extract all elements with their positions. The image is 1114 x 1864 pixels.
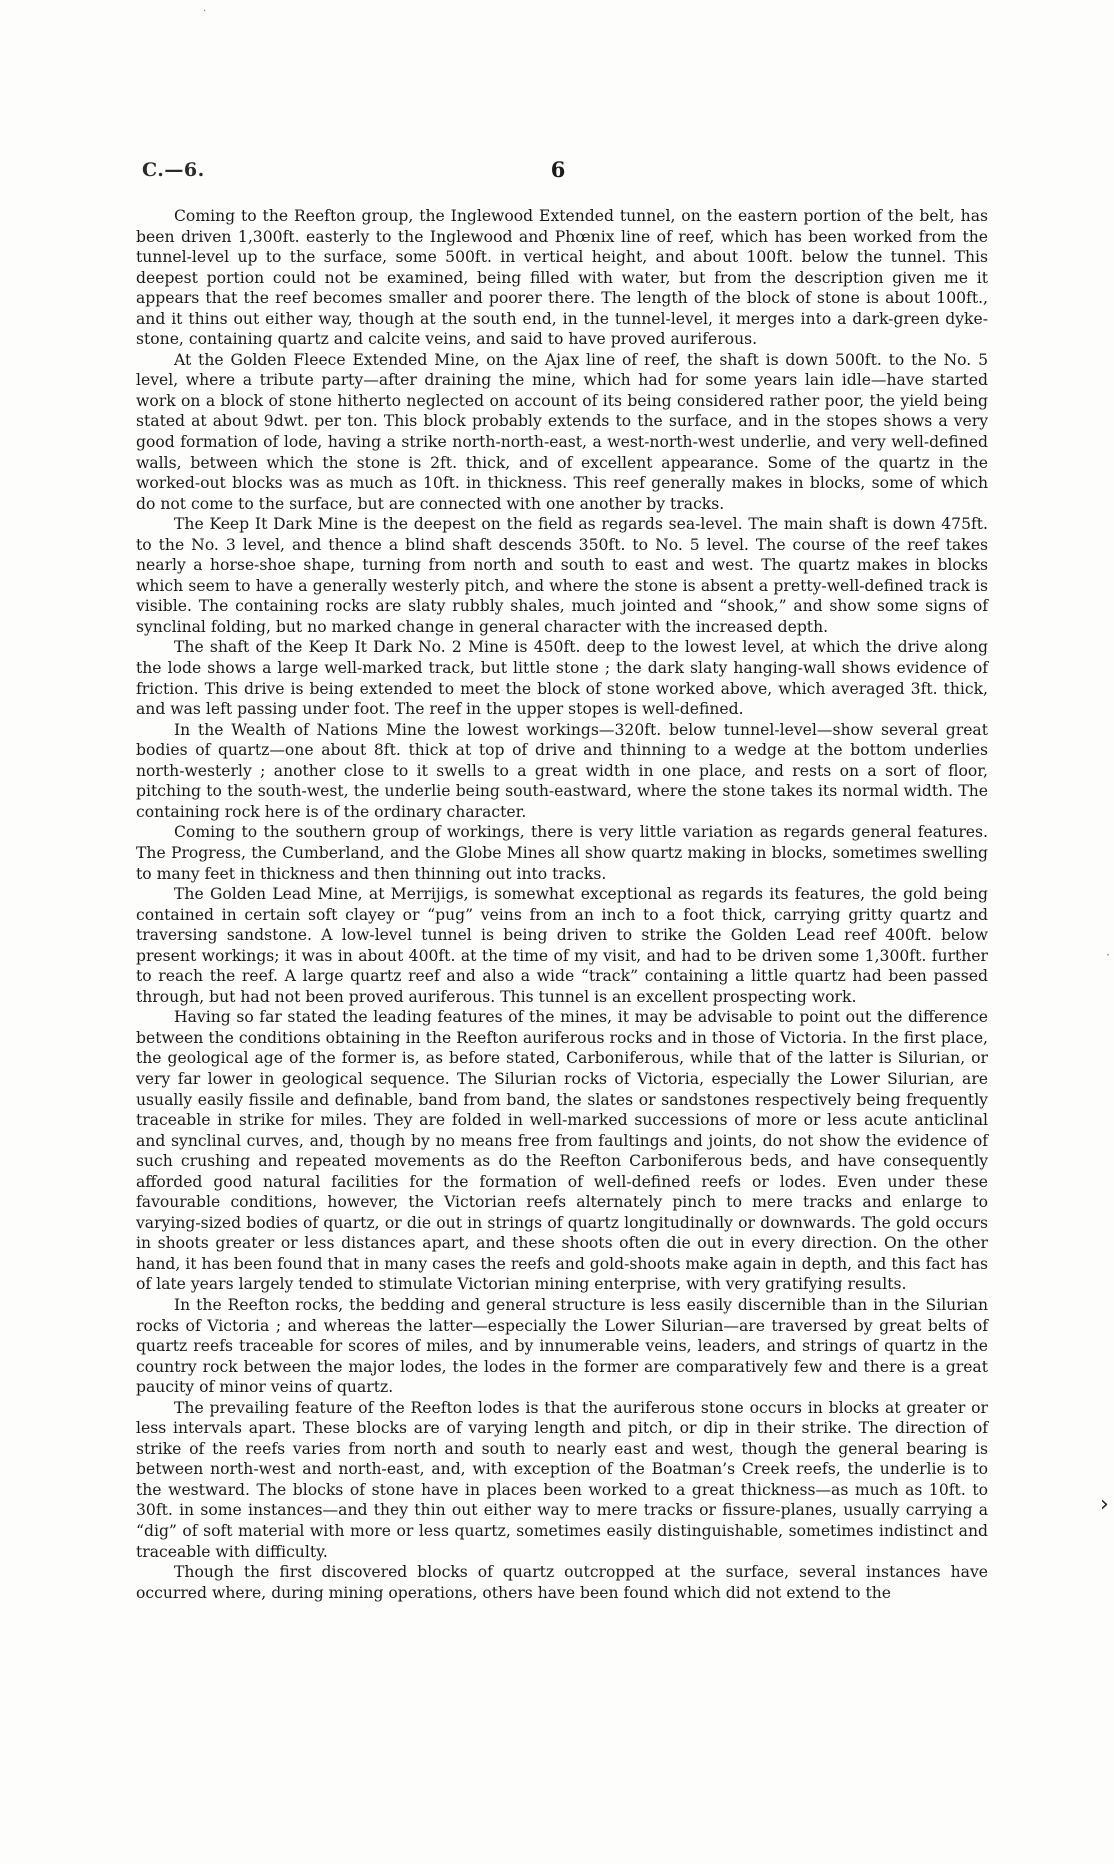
page-number: 6 bbox=[550, 157, 566, 182]
paragraph-southern-group: Coming to the southern group of workings, there is very little variation as regards general features. The Progress, the Cumberland, and the Globe Mines all show quartz making in blocks, sometimes swelling to many feet in thickness and then thinning out into tracks. bbox=[136, 823, 988, 883]
paragraph-victoria-comparison: Having so far stated the leading features of the mines, it may be advisable to point out the difference between the conditions obtaining in the Reefton auriferous rocks and in those of Victoria. In the first place, the geological age of the former is, as before stated, Carboniferous, while that of the latter is Silurian, or very far lower in geological sequence. The Silurian rocks of Victoria, especially the Lower Silurian, are usually easily fissile and definable, band from band, the slates or sandstones respectively being frequently traceable in strike for miles. They are folded in well-marked successions of more or less acute anticlinal and synclinal curves, and, though by no means free from faultings and joints, do not show the evidence of such crushing and repeated movements as do the Reefton Carboniferous beds, and have consequently afforded good natural facilities for the formation of well-defined reefs or lodes. Even under these favourable conditions, however, the Victorian reefs alternately pinch to mere tracks and enlarge to varying-sized bodies of quartz, or die out in strings of quartz longitudinally or downwards. The gold occurs in shoots greater or less distances apart, and these shoots often die out in every direction. On the other hand, it has been found that in many cases the reefs and gold-shoots make again in depth, and this fact has of late years largely tended to stimulate Victorian mining enterprise, with very gratifying results. bbox=[136, 1008, 988, 1294]
document-reference: C.—6. bbox=[142, 159, 205, 181]
paragraph-outcrop: Though the first discovered blocks of quartz outcropped at the surface, several instances have occurred where, during mining operations, others have been found which did not extend to the bbox=[136, 1563, 988, 1602]
paragraph-golden-lead: The Golden Lead Mine, at Merrijigs, is somewhat exceptional as regards its features, the gold being contained in certain soft clayey or “pug” veins from an inch to a foot thick, carrying gritty quartz and traversing sandstone. A low-level tunnel is being driven to strike the Golden Lead reef 400ft. below present workings; it was in about 400ft. at the time of my visit, and had to be driven some 1,300ft. further to reach the reef. A large quartz reef and also a wide “track” containing a little quartz had been passed through, but had not been proved auriferous. This tunnel is an excellent prospecting work. bbox=[136, 885, 988, 1006]
page-header bbox=[128, 155, 988, 185]
paragraph-keep-it-dark-no2: The shaft of the Keep It Dark No. 2 Mine is 450ft. deep to the lowest level, at which the drive along the lode shows a large well-marked track, but little stone ; the dark slaty hanging-wall shows evidence of friction. This drive is being extended to meet the block of stone worked above, which averaged 3ft. thick, and was left passing under foot. The reef in the upper stopes is well-defined. bbox=[136, 638, 988, 719]
margin-speck-top: · bbox=[203, 6, 207, 17]
body-text bbox=[136, 206, 988, 1603]
paragraph-golden-fleece: At the Golden Fleece Extended Mine, on the Ajax line of reef, the shaft is down 500ft. to the No. 5 level, where a tribute party—after draining the mine, which had for some years lain idle—have started work on a block of stone hitherto neglected on account of its being considered rather poor, the yield being stated at about 9dwt. per ton. This block probably extends to the surface, and in the stopes shows a very good formation of lode, having a strike north-north-east, a west-north-west underlie, and very well-defined walls, between which the stone is 2ft. thick, and of excellent appearance. Some of the quartz in the worked-out blocks was as much as 10ft. in thickness. This reef generally makes in blocks, some of which do not come to the surface, but are connected with one another by tracks. bbox=[136, 350, 988, 513]
paragraph-wealth-of-nations: In the Wealth of Nations Mine the lowest workings—320ft. below tunnel-level—show several great bodies of quartz—one about 8ft. thick at top of drive and thinning to a wedge at the bottom underlies north-westerly ; another close to it swells to a great width in one place, and rests on a sort of floor, pitching to the south-west, the underlie being south-eastward, where the stone takes its normal width. The containing rock here is of the ordinary character. bbox=[136, 720, 988, 821]
margin-speck-right: · bbox=[1106, 948, 1110, 962]
paragraph-reefton-lodes: The prevailing feature of the Reefton lodes is that the auriferous stone occurs in blocks at greater or less intervals apart. These blocks are of varying length and pitch, or dip in their strike. The direction of strike of the reefs varies from north and south to nearly east and west, though the general bearing is between north-west and north-east, and, with exception of the Boatman’s Creek reefs, the underlie is to the westward. The blocks of stone have in places been worked to a great thickness—as much as 10ft. to 30ft. in some instances—and they thin out either way to mere tracks or fissure-planes, usually carrying a “dig” of soft material with more or less quartz, sometimes easily distinguishable, sometimes indistinct and traceable with difficulty. bbox=[136, 1398, 988, 1561]
margin-mark-right: › bbox=[1100, 1492, 1109, 1517]
paragraph-keep-it-dark: The Keep It Dark Mine is the deepest on the field as regards sea-level. The main shaft is down 475ft. to the No. 3 level, and thence a blind shaft descends 350ft. to No. 5 level. The course of the reef takes nearly a horse-shoe shape, turning from north and south to east and west. The quartz makes in blocks which seem to have a generally westerly pitch, and where the stone is absent a pretty-well-defined track is visible. The containing rocks are slaty rubbly shales, much jointed and “shook,” and show some signs of synclinal folding, but no marked change in general character with the increased depth. bbox=[136, 515, 988, 636]
paragraph-reefton-rocks: In the Reefton rocks, the bedding and general structure is less easily discernible than in the Silurian rocks of Victoria ; and whereas the latter—especially the Lower Silurian—are traversed by great belts of quartz reefs traceable for scores of miles, and by innumerable veins, leaders, and strings of quartz in the country rock between the major lodes, the lodes in the former are comparatively few and there is a great paucity of minor veins of quartz. bbox=[136, 1295, 988, 1397]
paragraph-inglewood: Coming to the Reefton group, the Inglewood Extended tunnel, on the eastern portion of the belt, has been driven 1,300ft. easterly to the Inglewood and Phœnix line of reef, which has been worked from the tunnel-level up to the surface, some 500ft. in vertical height, and about 100ft. below the tunnel. This deepest portion could not be examined, being filled with water, but from the description given me it appears that the reef becomes smaller and poorer there. The length of the block of stone is about 100ft., and it thins out either way, though at the south end, in the tunnel-level, it merges into a dark-green dyke-stone, containing quartz and calcite veins, and said to have proved auriferous. bbox=[136, 207, 988, 349]
